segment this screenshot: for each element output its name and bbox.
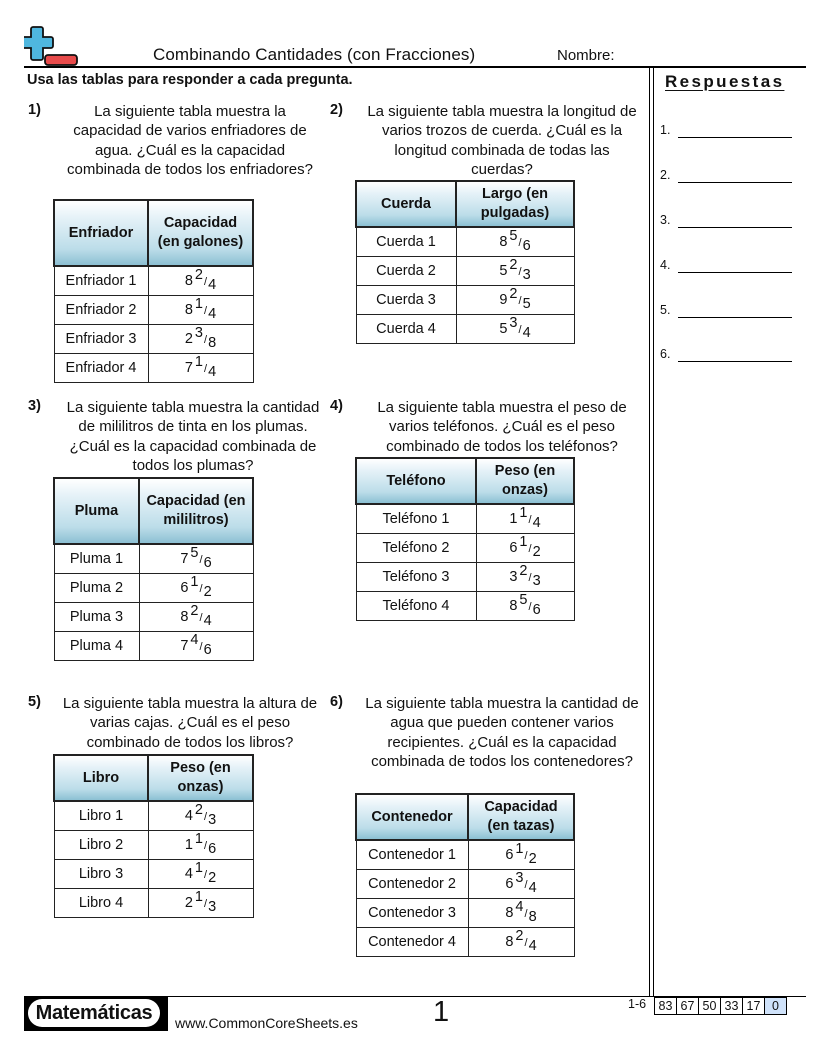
data-table [53,477,254,661]
table-header: Contenedor [356,794,468,840]
row-label: Pluma 1 [54,544,139,574]
brand-label: Matemáticas [28,999,160,1027]
question-text: La siguiente tabla muestra la capacidad de varios enfriadores de agua. ¿Cuál es la capacidad combinada de todos los enfriadores? [67,103,313,178]
score-table [655,997,787,1015]
score-cell: 33 [720,997,743,1015]
question-text: La siguiente tabla muestra la cantidad de agua que pueden contener varios recipientes. ¿Cuál es la capacidad combinada de todos los contenedores? [365,695,639,770]
question-number: 5) [28,694,41,710]
table-header: Enfriador [54,200,148,266]
question-number: 3) [28,398,41,414]
answer-label-4: 4. [660,258,671,272]
answer-column-divider [649,67,650,997]
data-table [355,180,575,344]
row-label: Cuerda 1 [356,227,456,257]
mixed-fraction: 6 3/4 [505,870,537,896]
row-label: Contenedor 3 [356,899,468,928]
table-row [356,286,574,315]
question-number: 6) [330,694,343,710]
answers-title: Respuestas [665,72,785,91]
answer-field-3[interactable] [678,227,792,228]
mixed-fraction: 7 4/6 [180,632,212,658]
row-label: Cuerda 3 [356,286,456,315]
table-row [54,801,253,831]
table-row [54,266,253,296]
row-label: Contenedor 4 [356,928,468,957]
answer-label-5: 5. [660,303,671,317]
data-table [53,199,254,383]
answer-field-4[interactable] [678,272,792,273]
table-row [54,889,253,918]
table-row [356,227,574,257]
score-cell: 83 [654,997,677,1015]
mixed-fraction: 9 2/5 [499,286,531,312]
mixed-fraction: 6 1/2 [509,534,541,560]
table-header: Peso (en onzas) [148,755,253,801]
row-label: Pluma 3 [54,603,139,632]
answer-label-2: 2. [660,168,671,182]
table-row [54,574,253,603]
row-label: Teléfono 4 [356,592,476,621]
row-label: Pluma 2 [54,574,139,603]
row-label: Teléfono 2 [356,534,476,563]
row-label: Enfriador 1 [54,266,148,296]
score-cell: 67 [676,997,699,1015]
answer-field-5[interactable] [678,317,792,318]
row-label: Pluma 4 [54,632,139,661]
table-header: Peso (en onzas) [476,458,574,504]
mixed-fraction: 1 1/6 [184,831,217,857]
table-header: Largo (en pulgadas) [456,181,574,227]
table-row [356,870,574,899]
answer-column-divider [653,67,654,997]
table-row [54,544,253,574]
header-divider [24,66,806,68]
row-label: Teléfono 1 [356,504,476,534]
row-label: Enfriador 3 [54,325,148,354]
row-label: Libro 3 [54,860,148,889]
mixed-fraction: 7 5/6 [180,545,212,571]
question-number: 2) [330,102,343,118]
data-table [355,793,575,957]
answer-label-1: 1. [660,123,671,137]
question-number: 4) [330,398,343,414]
score-cell: 17 [742,997,765,1015]
mixed-fraction: 8 2/4 [184,267,217,293]
mixed-fraction: 8 5/6 [499,228,531,254]
row-label: Libro 2 [54,831,148,860]
mixed-fraction: 5 2/3 [499,257,531,283]
question-text: La siguiente tabla muestra el peso de varios teléfonos. ¿Cuál es el peso combinado de todos los teléfonos? [377,399,627,455]
row-label: Teléfono 3 [356,563,476,592]
row-label: Enfriador 2 [54,296,148,325]
table-header: Cuerda [356,181,456,227]
mixed-fraction: 8 4/8 [505,899,537,925]
table-row [54,354,253,383]
answer-field-1[interactable] [678,137,792,138]
mixed-fraction: 4 1/2 [184,860,217,886]
table-row [356,315,574,344]
answer-field-6[interactable] [678,361,792,362]
table-row [54,860,253,889]
table-row [356,534,574,563]
site-url: www.CommonCoreSheets.es [175,1015,358,1031]
row-label: Contenedor 2 [356,870,468,899]
mixed-fraction: 8 1/4 [184,296,217,322]
score-cell: 50 [698,997,721,1015]
table-row [54,325,253,354]
page-number: 1 [433,996,450,1028]
table-row [54,296,253,325]
table-row [356,928,574,957]
question-text: La siguiente tabla muestra la altura de varias cajas. ¿Cuál es el peso combinado de todos los libros? [62,695,318,751]
row-label: Libro 1 [54,801,148,831]
table-header: Capacidad (en tazas) [468,794,574,840]
table-row [356,840,574,870]
answer-label-3: 3. [660,213,671,227]
mixed-fraction: 5 3/4 [499,315,531,341]
mixed-fraction: 7 1/4 [184,354,217,380]
mixed-fraction: 8 5/6 [509,592,541,618]
table-row [356,257,574,286]
table-row [54,603,253,632]
row-label: Enfriador 4 [54,354,148,383]
question-text: La siguiente tabla muestra la longitud de varios trozos de cuerda. ¿Cuál es la longitud combinada de todas las cuerdas? [367,103,637,178]
mixed-fraction: 6 1/2 [180,574,212,600]
mixed-fraction: 2 3/8 [184,325,217,351]
plus-minus-logo-icon [24,25,80,67]
mixed-fraction: 4 2/3 [184,802,217,828]
question-number: 1) [28,102,41,118]
mixed-fraction: 1 1/4 [509,505,541,531]
question-range: 1-6 [628,997,647,1011]
table-row [356,899,574,928]
mixed-fraction: 6 1/2 [505,841,537,867]
mixed-fraction: 3 2/3 [509,563,541,589]
table-header: Capacidad (en galones) [148,200,253,266]
table-header: Libro [54,755,148,801]
instructions: Usa las tablas para responder a cada pregunta. [27,72,353,88]
answer-field-2[interactable] [678,182,792,183]
table-row [356,592,574,621]
row-label: Cuerda 2 [356,257,456,286]
row-label: Cuerda 4 [356,315,456,344]
table-row [54,632,253,661]
score-cell-highlighted: 0 [764,997,787,1015]
row-label: Contenedor 1 [356,840,468,870]
mixed-fraction: 8 2/4 [180,603,212,629]
table-header: Teléfono [356,458,476,504]
table-row [54,831,253,860]
table-row [356,504,574,534]
mixed-fraction: 8 2/4 [505,928,537,954]
table-row [356,563,574,592]
name-label: Nombre: [557,47,615,64]
table-header: Capacidad (en mililitros) [139,478,253,544]
table-header: Pluma [54,478,139,544]
question-text: La siguiente tabla muestra la cantidad de mililitros de tinta en los plumas. ¿Cuál es la capacidad combinada de todos los plumas? [66,399,320,474]
data-table [53,754,254,918]
row-label: Libro 4 [54,889,148,918]
page-title: Combinando Cantidades (con Fracciones) [153,45,476,64]
data-table [355,457,575,621]
mixed-fraction: 2 1/3 [184,889,217,915]
answer-label-6: 6. [660,347,671,361]
